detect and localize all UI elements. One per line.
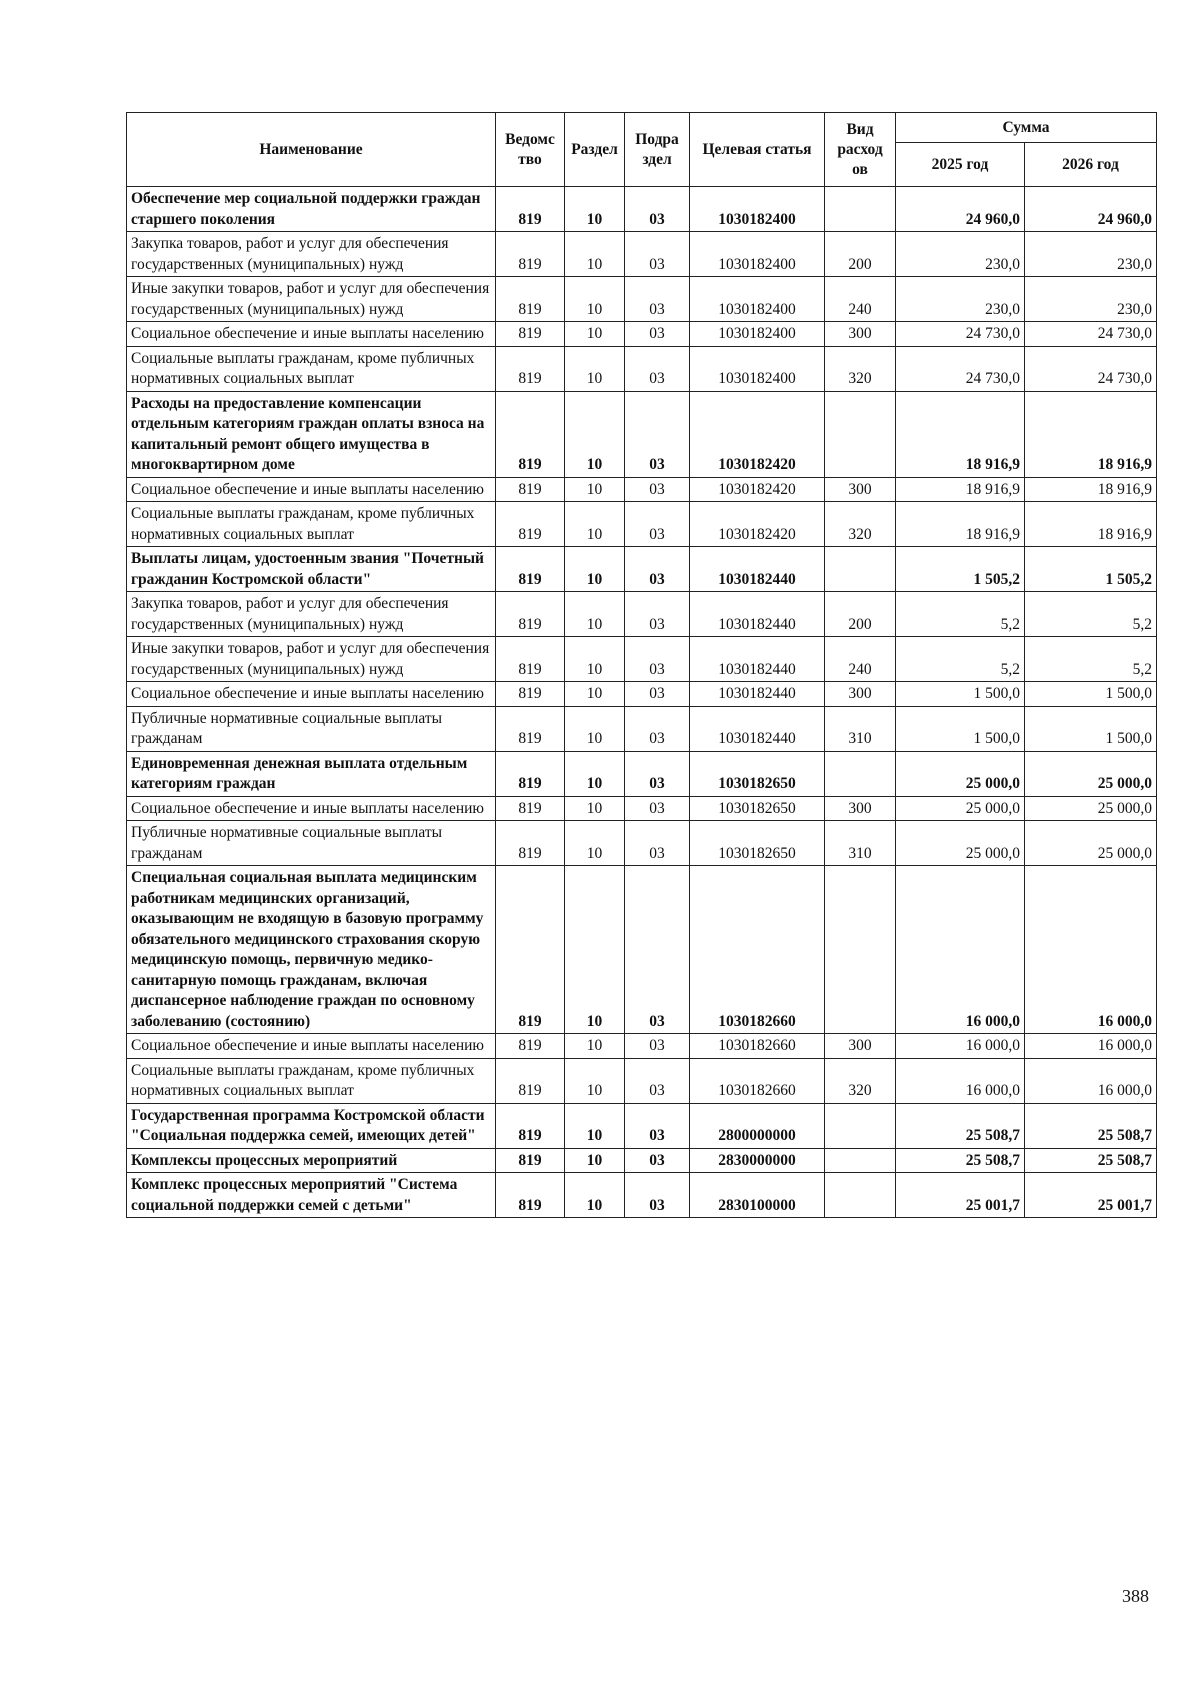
row-name: Закупка товаров, работ и услуг для обеспечения государственных (муниципальных) нужд bbox=[127, 592, 496, 637]
row-vedomstvo: 819 bbox=[496, 1173, 565, 1218]
row-vid: 300 bbox=[825, 796, 896, 821]
row-vid: 310 bbox=[825, 706, 896, 751]
header-target: Целевая статья bbox=[690, 113, 825, 187]
row-vid: 320 bbox=[825, 346, 896, 391]
row-name: Иные закупки товаров, работ и услуг для обеспечения государственных (муниципальных) нужд bbox=[127, 277, 496, 322]
row-vid: 320 bbox=[825, 502, 896, 547]
row-name: Социальные выплаты гражданам, кроме публичных нормативных социальных выплат bbox=[127, 346, 496, 391]
table-row bbox=[127, 1034, 1157, 1059]
row-podrazdel: 03 bbox=[625, 706, 690, 751]
row-sum-2026: 25 000,0 bbox=[1025, 751, 1157, 796]
row-target: 1030182440 bbox=[690, 706, 825, 751]
table-row bbox=[127, 277, 1157, 322]
row-podrazdel: 03 bbox=[625, 477, 690, 502]
table-row bbox=[127, 637, 1157, 682]
table-body bbox=[127, 187, 1157, 1218]
table-row bbox=[127, 232, 1157, 277]
table-row bbox=[127, 1058, 1157, 1103]
row-sum-2025: 25 000,0 bbox=[896, 751, 1025, 796]
row-vid: 300 bbox=[825, 322, 896, 347]
row-razdel: 10 bbox=[565, 277, 625, 322]
row-podrazdel: 03 bbox=[625, 232, 690, 277]
row-sum-2026: 24 730,0 bbox=[1025, 346, 1157, 391]
row-vid bbox=[825, 547, 896, 592]
row-target: 1030182650 bbox=[690, 821, 825, 866]
table-row bbox=[127, 1103, 1157, 1148]
row-podrazdel: 03 bbox=[625, 346, 690, 391]
row-podrazdel: 03 bbox=[625, 391, 690, 477]
row-vedomstvo: 819 bbox=[496, 1058, 565, 1103]
table-row bbox=[127, 346, 1157, 391]
row-sum-2025: 18 916,9 bbox=[896, 502, 1025, 547]
row-sum-2026: 1 505,2 bbox=[1025, 547, 1157, 592]
row-sum-2026: 18 916,9 bbox=[1025, 391, 1157, 477]
row-vid bbox=[825, 1173, 896, 1218]
row-podrazdel: 03 bbox=[625, 637, 690, 682]
row-sum-2026: 16 000,0 bbox=[1025, 866, 1157, 1034]
row-target: 1030182660 bbox=[690, 1034, 825, 1059]
page-number: 388 bbox=[1122, 1586, 1149, 1606]
row-sum-2025: 18 916,9 bbox=[896, 477, 1025, 502]
row-vedomstvo: 819 bbox=[496, 232, 565, 277]
row-sum-2025: 25 508,7 bbox=[896, 1103, 1025, 1148]
row-vid bbox=[825, 187, 896, 232]
row-podrazdel: 03 bbox=[625, 502, 690, 547]
row-vedomstvo: 819 bbox=[496, 866, 565, 1034]
header-name: Наименование bbox=[127, 113, 496, 187]
row-razdel: 10 bbox=[565, 502, 625, 547]
row-target: 1030182440 bbox=[690, 637, 825, 682]
row-razdel: 10 bbox=[565, 477, 625, 502]
header-podrazdel: Подра здел bbox=[625, 113, 690, 187]
row-vid: 300 bbox=[825, 1034, 896, 1059]
row-name: Выплаты лицам, удостоенным звания "Почетный гражданин Костромской области" bbox=[127, 547, 496, 592]
row-sum-2026: 25 508,7 bbox=[1025, 1148, 1157, 1173]
row-vedomstvo: 819 bbox=[496, 796, 565, 821]
row-name: Социальное обеспечение и иные выплаты населению bbox=[127, 682, 496, 707]
row-podrazdel: 03 bbox=[625, 1148, 690, 1173]
row-razdel: 10 bbox=[565, 187, 625, 232]
row-razdel: 10 bbox=[565, 1148, 625, 1173]
row-sum-2025: 1 505,2 bbox=[896, 547, 1025, 592]
row-vid: 200 bbox=[825, 592, 896, 637]
row-sum-2025: 16 000,0 bbox=[896, 866, 1025, 1034]
row-vedomstvo: 819 bbox=[496, 391, 565, 477]
row-sum-2025: 1 500,0 bbox=[896, 706, 1025, 751]
row-target: 2830100000 bbox=[690, 1173, 825, 1218]
row-target: 1030182660 bbox=[690, 1058, 825, 1103]
row-vedomstvo: 819 bbox=[496, 346, 565, 391]
row-razdel: 10 bbox=[565, 232, 625, 277]
row-name: Социальное обеспечение и иные выплаты населению bbox=[127, 1034, 496, 1059]
row-name: Расходы на предоставление компенсации отдельным категориям граждан оплаты взноса на капитальный ремонт общего имущества в многоквартирном доме bbox=[127, 391, 496, 477]
row-podrazdel: 03 bbox=[625, 821, 690, 866]
row-razdel: 10 bbox=[565, 346, 625, 391]
row-sum-2026: 25 000,0 bbox=[1025, 821, 1157, 866]
row-vid: 200 bbox=[825, 232, 896, 277]
row-razdel: 10 bbox=[565, 391, 625, 477]
table-row bbox=[127, 592, 1157, 637]
row-sum-2026: 18 916,9 bbox=[1025, 502, 1157, 547]
row-vid: 240 bbox=[825, 637, 896, 682]
table-row bbox=[127, 751, 1157, 796]
row-razdel: 10 bbox=[565, 1034, 625, 1059]
row-name: Единовременная денежная выплата отдельным категориям граждан bbox=[127, 751, 496, 796]
row-vid bbox=[825, 751, 896, 796]
row-vedomstvo: 819 bbox=[496, 821, 565, 866]
row-name: Социальные выплаты гражданам, кроме публичных нормативных социальных выплат bbox=[127, 1058, 496, 1103]
row-podrazdel: 03 bbox=[625, 187, 690, 232]
row-target: 1030182400 bbox=[690, 346, 825, 391]
row-vedomstvo: 819 bbox=[496, 706, 565, 751]
table-row bbox=[127, 821, 1157, 866]
row-vid bbox=[825, 1148, 896, 1173]
row-razdel: 10 bbox=[565, 796, 625, 821]
row-target: 1030182400 bbox=[690, 322, 825, 347]
row-razdel: 10 bbox=[565, 547, 625, 592]
row-vid bbox=[825, 1103, 896, 1148]
row-razdel: 10 bbox=[565, 821, 625, 866]
row-sum-2025: 24 730,0 bbox=[896, 346, 1025, 391]
row-vedomstvo: 819 bbox=[496, 592, 565, 637]
row-razdel: 10 bbox=[565, 1103, 625, 1148]
table-row bbox=[127, 477, 1157, 502]
row-vedomstvo: 819 bbox=[496, 502, 565, 547]
table-row bbox=[127, 682, 1157, 707]
table-row bbox=[127, 796, 1157, 821]
row-target: 1030182400 bbox=[690, 232, 825, 277]
row-podrazdel: 03 bbox=[625, 751, 690, 796]
row-vedomstvo: 819 bbox=[496, 1148, 565, 1173]
row-sum-2026: 5,2 bbox=[1025, 592, 1157, 637]
row-sum-2025: 230,0 bbox=[896, 232, 1025, 277]
row-razdel: 10 bbox=[565, 1058, 625, 1103]
row-podrazdel: 03 bbox=[625, 1103, 690, 1148]
row-name: Социальное обеспечение и иные выплаты населению bbox=[127, 322, 496, 347]
row-vid: 300 bbox=[825, 682, 896, 707]
table-row bbox=[127, 706, 1157, 751]
row-sum-2026: 24 960,0 bbox=[1025, 187, 1157, 232]
row-sum-2026: 16 000,0 bbox=[1025, 1034, 1157, 1059]
row-sum-2025: 18 916,9 bbox=[896, 391, 1025, 477]
row-sum-2026: 25 001,7 bbox=[1025, 1173, 1157, 1218]
row-target: 2800000000 bbox=[690, 1103, 825, 1148]
row-podrazdel: 03 bbox=[625, 547, 690, 592]
row-vedomstvo: 819 bbox=[496, 1034, 565, 1059]
row-sum-2025: 25 000,0 bbox=[896, 821, 1025, 866]
row-sum-2025: 25 000,0 bbox=[896, 796, 1025, 821]
row-podrazdel: 03 bbox=[625, 866, 690, 1034]
row-sum-2025: 24 960,0 bbox=[896, 187, 1025, 232]
header-vedomstvo: Ведомс тво bbox=[496, 113, 565, 187]
row-name: Комплекс процессных мероприятий "Система социальной поддержки семей с детьми" bbox=[127, 1173, 496, 1218]
row-sum-2026: 24 730,0 bbox=[1025, 322, 1157, 347]
row-target: 1030182440 bbox=[690, 682, 825, 707]
row-target: 1030182650 bbox=[690, 796, 825, 821]
row-sum-2025: 16 000,0 bbox=[896, 1058, 1025, 1103]
header-summa: Сумма bbox=[896, 113, 1157, 143]
row-razdel: 10 bbox=[565, 1173, 625, 1218]
header-razdel: Раздел bbox=[565, 113, 625, 187]
row-sum-2026: 1 500,0 bbox=[1025, 706, 1157, 751]
row-target: 1030182400 bbox=[690, 277, 825, 322]
row-vedomstvo: 819 bbox=[496, 637, 565, 682]
header-year-2026: 2026 год bbox=[1025, 143, 1157, 187]
row-name: Государственная программа Костромской области "Социальная поддержка семей, имеющих детей" bbox=[127, 1103, 496, 1148]
row-name: Социальное обеспечение и иные выплаты населению bbox=[127, 477, 496, 502]
table-row bbox=[127, 502, 1157, 547]
header-year-2025: 2025 год bbox=[896, 143, 1025, 187]
row-razdel: 10 bbox=[565, 322, 625, 347]
row-name: Иные закупки товаров, работ и услуг для обеспечения государственных (муниципальных) нужд bbox=[127, 637, 496, 682]
row-podrazdel: 03 bbox=[625, 796, 690, 821]
row-target: 1030182660 bbox=[690, 866, 825, 1034]
table-row bbox=[127, 866, 1157, 1034]
table-row bbox=[127, 1148, 1157, 1173]
row-target: 1030182420 bbox=[690, 502, 825, 547]
row-razdel: 10 bbox=[565, 682, 625, 707]
row-target: 1030182440 bbox=[690, 592, 825, 637]
row-sum-2025: 230,0 bbox=[896, 277, 1025, 322]
row-razdel: 10 bbox=[565, 592, 625, 637]
row-sum-2026: 230,0 bbox=[1025, 232, 1157, 277]
row-sum-2026: 25 508,7 bbox=[1025, 1103, 1157, 1148]
budget-table bbox=[126, 112, 1157, 1218]
row-target: 1030182420 bbox=[690, 477, 825, 502]
row-target: 2830000000 bbox=[690, 1148, 825, 1173]
row-sum-2026: 18 916,9 bbox=[1025, 477, 1157, 502]
row-razdel: 10 bbox=[565, 751, 625, 796]
row-vid bbox=[825, 866, 896, 1034]
table-row bbox=[127, 187, 1157, 232]
row-podrazdel: 03 bbox=[625, 682, 690, 707]
table-row bbox=[127, 547, 1157, 592]
row-vid: 240 bbox=[825, 277, 896, 322]
row-vedomstvo: 819 bbox=[496, 682, 565, 707]
row-vid: 310 bbox=[825, 821, 896, 866]
row-podrazdel: 03 bbox=[625, 322, 690, 347]
row-name: Специальная социальная выплата медицинским работникам медицинских организаций, оказывающим не входящую в базовую программу обязательного медицинского страхования скорую медицинскую помощь, первичную медико-санитарную помощь гражданам, включая диспансерное наблюдение граждан по основному заболеванию (состоянию) bbox=[127, 866, 496, 1034]
row-podrazdel: 03 bbox=[625, 1173, 690, 1218]
row-vedomstvo: 819 bbox=[496, 477, 565, 502]
row-sum-2025: 25 508,7 bbox=[896, 1148, 1025, 1173]
row-sum-2025: 5,2 bbox=[896, 592, 1025, 637]
row-target: 1030182400 bbox=[690, 187, 825, 232]
row-name: Комплексы процессных мероприятий bbox=[127, 1148, 496, 1173]
row-sum-2025: 25 001,7 bbox=[896, 1173, 1025, 1218]
row-razdel: 10 bbox=[565, 706, 625, 751]
row-sum-2026: 25 000,0 bbox=[1025, 796, 1157, 821]
row-name: Публичные нормативные социальные выплаты гражданам bbox=[127, 821, 496, 866]
row-razdel: 10 bbox=[565, 637, 625, 682]
row-sum-2026: 230,0 bbox=[1025, 277, 1157, 322]
row-podrazdel: 03 bbox=[625, 592, 690, 637]
row-vedomstvo: 819 bbox=[496, 277, 565, 322]
row-target: 1030182650 bbox=[690, 751, 825, 796]
row-vedomstvo: 819 bbox=[496, 547, 565, 592]
row-razdel: 10 bbox=[565, 866, 625, 1034]
row-vid: 320 bbox=[825, 1058, 896, 1103]
row-podrazdel: 03 bbox=[625, 1058, 690, 1103]
row-vedomstvo: 819 bbox=[496, 322, 565, 347]
table-row bbox=[127, 322, 1157, 347]
row-name: Публичные нормативные социальные выплаты гражданам bbox=[127, 706, 496, 751]
header-vid: Вид расход ов bbox=[825, 113, 896, 187]
row-vedomstvo: 819 bbox=[496, 1103, 565, 1148]
row-vedomstvo: 819 bbox=[496, 751, 565, 796]
row-sum-2025: 1 500,0 bbox=[896, 682, 1025, 707]
row-name: Социальное обеспечение и иные выплаты населению bbox=[127, 796, 496, 821]
row-podrazdel: 03 bbox=[625, 277, 690, 322]
table-row bbox=[127, 1173, 1157, 1218]
row-target: 1030182420 bbox=[690, 391, 825, 477]
row-sum-2026: 1 500,0 bbox=[1025, 682, 1157, 707]
row-podrazdel: 03 bbox=[625, 1034, 690, 1059]
table-row bbox=[127, 391, 1157, 477]
row-target: 1030182440 bbox=[690, 547, 825, 592]
row-sum-2025: 16 000,0 bbox=[896, 1034, 1025, 1059]
row-sum-2025: 5,2 bbox=[896, 637, 1025, 682]
row-vid: 300 bbox=[825, 477, 896, 502]
row-sum-2026: 5,2 bbox=[1025, 637, 1157, 682]
row-sum-2025: 24 730,0 bbox=[896, 322, 1025, 347]
row-vid bbox=[825, 391, 896, 477]
row-name: Социальные выплаты гражданам, кроме публичных нормативных социальных выплат bbox=[127, 502, 496, 547]
row-sum-2026: 16 000,0 bbox=[1025, 1058, 1157, 1103]
row-name: Закупка товаров, работ и услуг для обеспечения государственных (муниципальных) нужд bbox=[127, 232, 496, 277]
row-vedomstvo: 819 bbox=[496, 187, 565, 232]
row-name: Обеспечение мер социальной поддержки граждан старшего поколения bbox=[127, 187, 496, 232]
